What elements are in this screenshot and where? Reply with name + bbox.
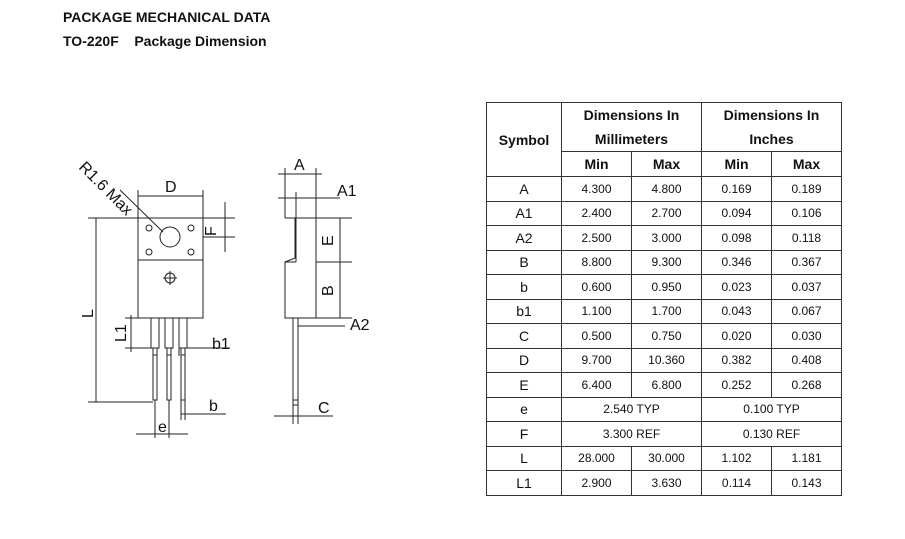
- dim-label-A: A: [294, 157, 305, 174]
- cell-in-max: 0.106: [772, 201, 842, 226]
- cell-in-max: 0.268: [772, 373, 842, 398]
- package-body-front: [138, 218, 203, 318]
- table-body: [487, 177, 842, 496]
- cell-mm-min: 9.700: [562, 348, 632, 373]
- cell-in-min: 0.346: [702, 250, 772, 275]
- cell-symbol: E: [487, 373, 562, 398]
- cell-symbol: C: [487, 324, 562, 349]
- cell-symbol: A2: [487, 226, 562, 251]
- cell-in-max: 0.189: [772, 177, 842, 202]
- dim-label-e: e: [158, 419, 167, 436]
- cell-in-typ: 0.130 REF: [702, 422, 842, 447]
- radius-label: R1.6 Max: [75, 158, 136, 220]
- table-row: [487, 177, 842, 202]
- cell-mm-max: 3.630: [632, 471, 702, 496]
- dimension-table: [486, 102, 842, 496]
- dim-label-C: C: [318, 400, 330, 417]
- dim-label-F: F: [203, 226, 220, 236]
- page-subtitle: TO-220F Package Dimension: [63, 33, 267, 49]
- dim-label-B: B: [320, 285, 337, 296]
- dim-label-b: b: [209, 398, 218, 415]
- cell-in-min: 0.252: [702, 373, 772, 398]
- cell-in-min: 0.043: [702, 299, 772, 324]
- cell-in-min: 0.114: [702, 471, 772, 496]
- cell-symbol: b: [487, 275, 562, 300]
- cell-in-max: 0.118: [772, 226, 842, 251]
- cell-mm-typ: 3.300 REF: [562, 422, 702, 447]
- cell-mm-max: 3.000: [632, 226, 702, 251]
- cell-in-min: 0.020: [702, 324, 772, 349]
- table-row: [487, 324, 842, 349]
- cell-in-typ: 0.100 TYP: [702, 397, 842, 422]
- table-row: [487, 275, 842, 300]
- cell-mm-min: 2.500: [562, 226, 632, 251]
- table-row: [487, 201, 842, 226]
- table-row: [487, 299, 842, 324]
- cell-in-max: 0.037: [772, 275, 842, 300]
- table-row: [487, 397, 842, 422]
- cell-mm-min: 0.600: [562, 275, 632, 300]
- cell-mm-max: 0.750: [632, 324, 702, 349]
- cell-symbol: A1: [487, 201, 562, 226]
- cell-in-min: 0.023: [702, 275, 772, 300]
- cell-symbol: e: [487, 397, 562, 422]
- cell-mm-max: 9.300: [632, 250, 702, 275]
- table-row: [487, 446, 842, 471]
- cell-in-min: 0.098: [702, 226, 772, 251]
- cell-in-min: 1.102: [702, 446, 772, 471]
- cell-mm-max: 1.700: [632, 299, 702, 324]
- cell-mm-max: 6.800: [632, 373, 702, 398]
- dim-label-E: E: [320, 235, 337, 246]
- mounting-hole: [160, 227, 180, 247]
- table-row: [487, 226, 842, 251]
- table-row: [487, 373, 842, 398]
- cell-mm-min: 4.300: [562, 177, 632, 202]
- cell-mm-min: 8.800: [562, 250, 632, 275]
- cell-mm-min: 1.100: [562, 299, 632, 324]
- cell-in-max: 0.367: [772, 250, 842, 275]
- page-title: PACKAGE MECHANICAL DATA: [63, 9, 271, 25]
- header-mm-min: Min: [562, 152, 632, 177]
- cell-mm-max: 4.800: [632, 177, 702, 202]
- cell-in-min: 0.382: [702, 348, 772, 373]
- cell-mm-typ: 2.540 TYP: [562, 397, 702, 422]
- cell-mm-max: 2.700: [632, 201, 702, 226]
- dim-label-L1: L1: [113, 324, 130, 342]
- header-symbol: Symbol: [487, 103, 562, 177]
- cell-in-max: 0.030: [772, 324, 842, 349]
- dim-label-A2: A2: [350, 317, 370, 334]
- cell-mm-min: 6.400: [562, 373, 632, 398]
- header-in-min: Min: [702, 152, 772, 177]
- cell-mm-min: 28.000: [562, 446, 632, 471]
- package-body-side: [285, 218, 316, 318]
- cell-mm-max: 0.950: [632, 275, 702, 300]
- cell-symbol: L: [487, 446, 562, 471]
- cell-symbol: A: [487, 177, 562, 202]
- cell-symbol: B: [487, 250, 562, 275]
- cell-in-max: 0.408: [772, 348, 842, 373]
- dim-label-L: L: [80, 309, 97, 318]
- header-inches: Dimensions In Inches: [702, 103, 842, 152]
- dim-label-D: D: [165, 179, 177, 196]
- table-row: [487, 348, 842, 373]
- table-row: [487, 250, 842, 275]
- header-mm-max: Max: [632, 152, 702, 177]
- cell-mm-min: 2.900: [562, 471, 632, 496]
- cell-in-min: 0.169: [702, 177, 772, 202]
- cell-symbol: D: [487, 348, 562, 373]
- cell-mm-max: 30.000: [632, 446, 702, 471]
- dim-label-b1: b1: [212, 336, 230, 353]
- dim-label-A1: A1: [337, 183, 357, 200]
- cell-in-max: 1.181: [772, 446, 842, 471]
- cell-in-max: 0.143: [772, 471, 842, 496]
- table-row: [487, 471, 842, 496]
- cell-mm-min: 0.500: [562, 324, 632, 349]
- cell-in-max: 0.067: [772, 299, 842, 324]
- table-row: [487, 422, 842, 447]
- header-in-max: Max: [772, 152, 842, 177]
- cell-symbol: L1: [487, 471, 562, 496]
- cell-in-min: 0.094: [702, 201, 772, 226]
- header-millimeters: Dimensions In Millimeters: [562, 103, 702, 152]
- cell-symbol: F: [487, 422, 562, 447]
- cell-mm-max: 10.360: [632, 348, 702, 373]
- cell-symbol: b1: [487, 299, 562, 324]
- cell-mm-min: 2.400: [562, 201, 632, 226]
